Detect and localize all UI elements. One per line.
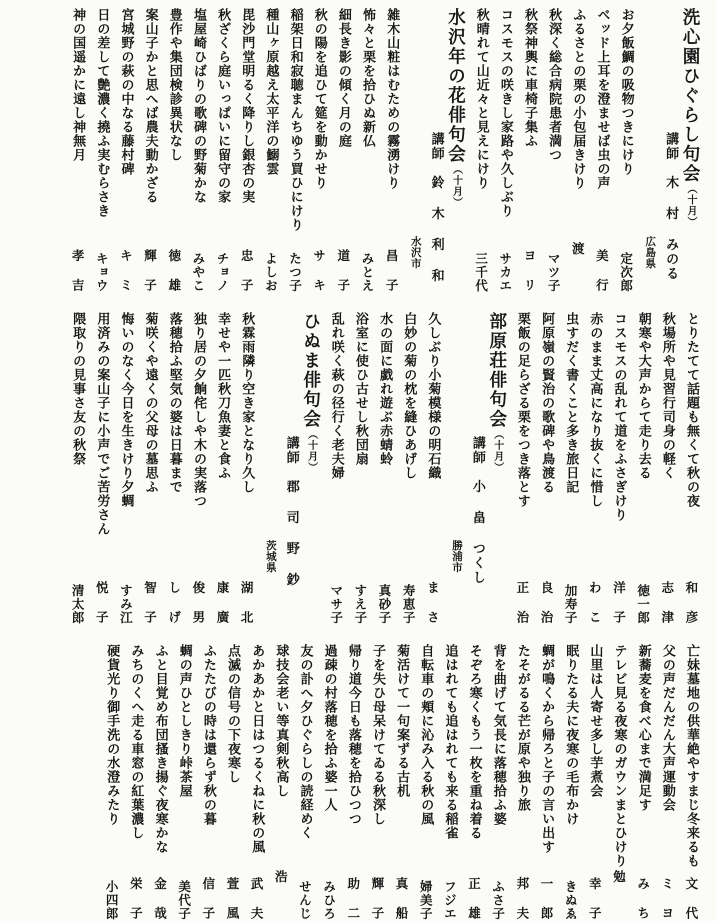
haiku-entry	[424, 312, 441, 624]
haiku-author: 文 代	[683, 877, 699, 920]
haiku-text: 水の面に戯れ遊ぶ赤蜻蛉	[377, 312, 393, 466]
haiku-text: 菊活けて一句案ずる古机	[394, 644, 410, 798]
haiku-author: 勉	[611, 870, 627, 884]
haiku-author: キョウ	[94, 251, 110, 292]
haiku-author: ふさ子	[490, 879, 506, 920]
haiku-author: 武 夫	[249, 877, 265, 920]
haiku-entry	[238, 8, 255, 292]
haiku-entry	[151, 644, 168, 920]
haiku-entry	[286, 8, 303, 292]
haiku-entry	[400, 312, 417, 624]
haiku-text: 点滅の信号の下夜寒し	[225, 644, 241, 784]
haiku-text: コスモスの咲きし家路や久しぶり	[497, 8, 513, 218]
haiku-text: 菊咲くや遠くの父母の墓思ふ	[142, 312, 158, 494]
haiku-entry	[272, 644, 289, 920]
haiku-text: 幸せや一匹秋刀魚妻と食ふ	[215, 312, 231, 480]
haiku-author: 洋 子	[611, 581, 627, 624]
haiku-entry	[393, 644, 410, 920]
haiku-text: 帰り道今日も落穂を拾ひつつ	[345, 644, 361, 826]
section-month-note: （十月）	[491, 429, 503, 473]
haiku-entry	[490, 644, 507, 920]
haiku-text: 朝寒や大声からて走り去る	[635, 312, 651, 480]
haiku-entry	[69, 8, 86, 292]
haiku-text: 用済みの案山子に小声でご苦労さん	[94, 312, 110, 536]
haiku-text: 子を失ひ母呆けてゐる秋深し	[369, 644, 385, 826]
haiku-entry	[683, 644, 700, 920]
haiku-author: 美 行	[594, 249, 610, 292]
haiku-author: よしお	[263, 251, 279, 292]
haiku-entry	[69, 312, 86, 624]
haiku-text: テレビ見る夜寒のガウンまとひけり	[611, 644, 627, 868]
haiku-entry	[190, 312, 207, 624]
haiku-author: 孝 吉	[70, 249, 86, 292]
section-location: 茨城県	[264, 540, 277, 573]
haiku-author: マサ子	[328, 583, 344, 624]
haiku-text: 眠りたる夫に夜寒の毛布かけ	[563, 644, 579, 826]
section-title: 洗心園ひぐらし句会（十月）	[680, 8, 700, 228]
haiku-author: サカエ	[497, 251, 513, 292]
haiku-entry	[586, 312, 603, 624]
haiku-text: 秋祭神輿に車椅子集ふ	[522, 8, 538, 148]
haiku-author: し げ	[166, 581, 182, 624]
haiku-entry	[545, 8, 562, 292]
section-header	[450, 312, 506, 624]
haiku-entry	[683, 312, 700, 624]
section-header	[409, 8, 465, 292]
haiku-text: 案山子かと思へば農夫動かざる	[142, 8, 158, 204]
haiku-text: 山里は人寄せ多し芋煮会	[587, 644, 603, 798]
section-month-note: （十月）	[450, 164, 462, 208]
haiku-author: わ こ	[587, 581, 603, 624]
haiku-entry	[200, 644, 217, 920]
haiku-text: とりたてて話題も無くて秋の夜	[684, 312, 699, 508]
haiku-text: 悔いのなく今日を生きけり夕蜩	[118, 312, 134, 508]
haiku-text: 亡妹墓地の供華絶やすまじ冬来るも	[684, 644, 699, 868]
haiku-text: 稲架日和寂聴まんちゆう買ひにけり	[287, 8, 303, 232]
haiku-entry	[610, 644, 627, 920]
haiku-text: お夕飯鯛の吸物つきにけり	[618, 8, 634, 176]
haiku-entry	[538, 312, 555, 624]
haiku-text: 自転車の頬に沁み入る秋の風	[418, 644, 434, 826]
haiku-text: 父の声だんだん大声運動会	[659, 644, 675, 812]
haiku-author: 一 郎	[538, 877, 554, 920]
haiku-text: 硬貨光り御手洗の水澄みたり	[104, 644, 120, 826]
haiku-text: 怖々と栗を拾ひぬ新仏	[360, 8, 376, 148]
haiku-author: 昌 子	[384, 249, 400, 292]
haiku-entry	[465, 644, 482, 920]
haiku-author: 邦 夫	[514, 877, 530, 920]
haiku-author: 婦美子	[418, 879, 434, 920]
haiku-text: 蜩が鳴くから帰ろと子の言い出す	[539, 644, 555, 854]
haiku-author: フジエ	[442, 879, 458, 920]
haiku-entry	[248, 644, 265, 920]
haiku-entry	[659, 312, 676, 624]
haiku-entry	[521, 8, 538, 292]
section-title: ひぬま俳句会（十月）	[300, 312, 321, 473]
haiku-author: 助 二	[345, 877, 361, 920]
haiku-author: 忠 子	[239, 249, 255, 292]
haiku-author: 真 船	[394, 877, 410, 920]
haiku-text: ふと目覚め布団搔き揚ぐ夜寒かな	[152, 644, 168, 854]
haiku-author: ヨ リ	[521, 249, 537, 292]
haiku-entry	[473, 8, 490, 292]
haiku-text: 秋の陽を追ひて筵を動かせり	[311, 8, 327, 190]
haiku-author: チョノ	[215, 251, 231, 292]
haiku-entry	[321, 644, 338, 920]
haiku-entry	[593, 8, 610, 292]
haiku-author: みやこ	[190, 251, 206, 292]
haiku-entry	[635, 644, 652, 920]
haiku-entry	[224, 644, 241, 920]
haiku-entry	[214, 8, 231, 292]
haiku-text: みちのくへ走る車窓の紅葉濃し	[128, 644, 144, 840]
haiku-text: 追はれても追はれても来る稲雀	[442, 644, 458, 840]
haiku-author: 湖 北	[239, 581, 255, 624]
haiku-author: 正 治	[514, 581, 530, 624]
haiku-author: 徳一郎	[635, 583, 651, 624]
haiku-author: 金 哉	[152, 877, 168, 920]
haiku-author: 智 子	[142, 581, 158, 624]
haiku-entry	[127, 644, 144, 920]
haiku-author: ミ ヨ	[659, 877, 675, 920]
section-header	[264, 312, 320, 624]
haiku-text: 塩屋崎ひばりの歌碑の野菊かな	[190, 8, 206, 204]
haiku-text: 久しぶり小菊模様の明石織	[425, 312, 441, 480]
haiku-entry	[369, 644, 386, 920]
haiku-author: 寿恵子	[401, 583, 417, 624]
haiku-author: すみ江	[118, 583, 134, 624]
haiku-author: 俊 男	[190, 581, 206, 624]
haiku-text: 阿原嶺の賢治の歌碑や鳥渡る	[539, 312, 555, 494]
haiku-entry	[617, 8, 634, 292]
haiku-entry	[345, 644, 362, 920]
haiku-author: 萱 風	[224, 877, 240, 920]
haiku-entry	[610, 312, 627, 624]
haiku-text: 宮城野の萩の中なる藤村碑	[118, 8, 134, 176]
haiku-author: 浩	[273, 870, 289, 884]
haiku-entry	[376, 312, 393, 624]
haiku-entry	[117, 312, 134, 624]
haiku-entry	[166, 312, 183, 624]
haiku-author: 輝 子	[142, 249, 158, 292]
haiku-author: 輝 子	[369, 877, 385, 920]
haiku-text: ベッド上耳を澄ませば虫の声	[594, 8, 610, 190]
haiku-author: サ キ	[311, 249, 327, 292]
haiku-band-top	[22, 8, 700, 292]
haiku-author: みひろ	[321, 879, 337, 920]
haiku-entry	[383, 8, 400, 292]
haiku-text: あかあかと日はつるくねに秋の風	[249, 644, 265, 854]
section-location: 広島県	[644, 236, 657, 269]
section-instructor: 講師 木 村 みのる	[663, 132, 679, 281]
haiku-author: 三千代	[473, 251, 489, 292]
haiku-entry	[359, 8, 376, 292]
haiku-author: 悦 子	[94, 581, 110, 624]
haiku-entry	[659, 644, 676, 920]
haiku-text: そぞろ寒くもう一枚を重ね着る	[466, 644, 482, 840]
section-month-note: （十月）	[305, 429, 317, 473]
haiku-entry	[103, 644, 120, 920]
haiku-text: 乱れ咲く萩の径行く老夫婦	[328, 312, 344, 480]
haiku-entry	[93, 312, 110, 624]
haiku-author: 真砂子	[377, 583, 392, 624]
haiku-band-bottom	[22, 644, 700, 920]
section-location: 勝浦市	[450, 540, 463, 573]
haiku-author: 美代子	[176, 879, 192, 920]
haiku-author: せんじ	[297, 879, 313, 920]
haiku-author: 良 治	[538, 581, 554, 624]
haiku-author: 正 雄	[466, 877, 482, 920]
haiku-entry	[311, 8, 328, 292]
haiku-text: 雑木山粧はむための霧湧けり	[384, 8, 400, 190]
haiku-text: 落穂拾ふ堅気の婆は日暮まで	[166, 312, 182, 494]
haiku-author: 幸 子	[587, 877, 603, 920]
haiku-entry	[569, 8, 586, 292]
haiku-entry	[586, 644, 603, 920]
haiku-entry	[352, 312, 369, 624]
haiku-text: 友の訃へ夕ひぐらしの読経めく	[297, 644, 313, 840]
haiku-author: 小四郎	[104, 879, 120, 920]
haiku-text: 毘沙門堂明るく降りし銀杏の実	[239, 8, 255, 204]
haiku-entry	[335, 8, 352, 292]
haiku-text: 秋深く総合病院患者満つ	[546, 8, 562, 162]
section-title: 水沢年の花俳句会（十月）	[445, 8, 466, 208]
haiku-text: ふたたびの時は還らず秋の暮	[200, 644, 216, 826]
haiku-entry	[562, 644, 579, 920]
haiku-entry	[117, 8, 134, 292]
haiku-text: 種山ヶ原越え太平洋の鰯雲	[263, 8, 279, 176]
haiku-entry	[166, 8, 183, 292]
haiku-entry	[538, 644, 555, 920]
haiku-entry	[497, 8, 514, 292]
haiku-entry	[514, 312, 531, 624]
haiku-author: 道 子	[335, 249, 351, 292]
haiku-author: 和 彦	[683, 581, 699, 624]
haiku-text: たそがるる芒が原や独り旅	[514, 644, 530, 812]
section-instructor: 講師 鈴 木 利 和	[428, 132, 444, 283]
haiku-text: 球技会老い等真剣秋高し	[273, 644, 289, 798]
haiku-text: 新蕎麦を食べ心まで満足す	[635, 644, 651, 812]
haiku-text: 秋晴れて山近々と見えにけり	[473, 8, 489, 190]
haiku-entry	[296, 644, 313, 920]
haiku-author: たつ子	[287, 251, 303, 292]
haiku-text: 隈取りの見事さ友の秋祭	[70, 312, 86, 466]
section-location: 水沢市	[409, 236, 422, 269]
haiku-entry	[141, 312, 158, 624]
haiku-author: キ ミ	[118, 249, 134, 292]
haiku-author: すえ子	[352, 583, 368, 624]
haiku-text: 虫すだく書くこと多き旅日記	[563, 312, 579, 494]
haiku-author: 康 廣	[215, 581, 231, 624]
haiku-text: 豊作や集団検診異状なし	[166, 8, 182, 162]
haiku-entry	[214, 312, 231, 624]
haiku-text: 背を曲げて気長に落穂拾ふ婆	[490, 644, 506, 826]
haiku-author: マツ子	[546, 251, 562, 292]
haiku-text: 蜩の声ひとしきり峠茶屋	[176, 644, 192, 798]
haiku-text: 白妙の菊の枕を縫ひあげし	[401, 312, 417, 480]
haiku-author: きぬゑ	[563, 879, 579, 920]
haiku-author: 清太郎	[70, 583, 86, 624]
haiku-author: 定次郎	[618, 251, 634, 292]
haiku-author: 志 津	[659, 581, 675, 624]
haiku-author: ま さ	[425, 581, 441, 624]
haiku-text: 神の国遥かに遠し神無月	[70, 8, 86, 162]
haiku-author: 信 子	[200, 877, 216, 920]
haiku-text: 秋場所や見習行司身の軽く	[659, 312, 675, 480]
haiku-author: 栄 子	[128, 877, 144, 920]
section-header	[644, 8, 700, 292]
haiku-author: 加寿子	[563, 583, 579, 624]
haiku-text: 独り居の夕餉侘しや木の実落つ	[190, 312, 206, 508]
haiku-text: 浴室に使ひ古せし秋団扇	[352, 312, 368, 466]
haiku-entry	[441, 644, 458, 920]
haiku-entry	[514, 644, 531, 920]
haiku-entry	[190, 8, 207, 292]
haiku-text: 栗飯の足らざる栗をつき落とす	[514, 312, 530, 508]
haiku-entry	[262, 8, 279, 292]
haiku-text: 細長き影の傾く月の庭	[335, 8, 351, 148]
haiku-text: ふるさとの栗の小包届きけり	[570, 8, 586, 190]
haiku-author: 徳 雄	[166, 249, 182, 292]
haiku-text: 秋ざくら庭いっぱいに留守の家	[215, 8, 231, 204]
haiku-author: み ち	[635, 877, 651, 920]
haiku-entry	[635, 312, 652, 624]
haiku-author: みとえ	[359, 251, 375, 292]
haiku-entry	[328, 312, 345, 624]
haiku-entry	[93, 8, 110, 292]
haiku-band-middle	[22, 312, 700, 624]
haiku-text: 日の差して艶濃く撓ふ実むらさき	[94, 8, 110, 218]
haiku-entry	[141, 8, 158, 292]
haiku-author: 渡	[570, 242, 586, 256]
haiku-text: コスモスの乱れて道をふさぎけり	[611, 312, 627, 522]
section-title: 部原荘俳句会（十月）	[486, 312, 507, 473]
haiku-text: 過疎の村落穂を拾ふ婆一人	[321, 644, 337, 812]
section-month-note: （十月）	[685, 183, 696, 228]
haiku-text: 秋霖雨隣り空き家となり久し	[239, 312, 255, 494]
haiku-entry	[562, 312, 579, 624]
haiku-entry	[417, 644, 434, 920]
section-instructor: 講師 郡 司 野 鈔	[283, 436, 299, 587]
haiku-entry	[176, 644, 193, 920]
haiku-entry	[238, 312, 255, 624]
haiku-text: 赤のまま丈高になり抜くに惜し	[587, 312, 603, 508]
section-instructor: 講師 小 畠 つくし	[469, 436, 485, 585]
